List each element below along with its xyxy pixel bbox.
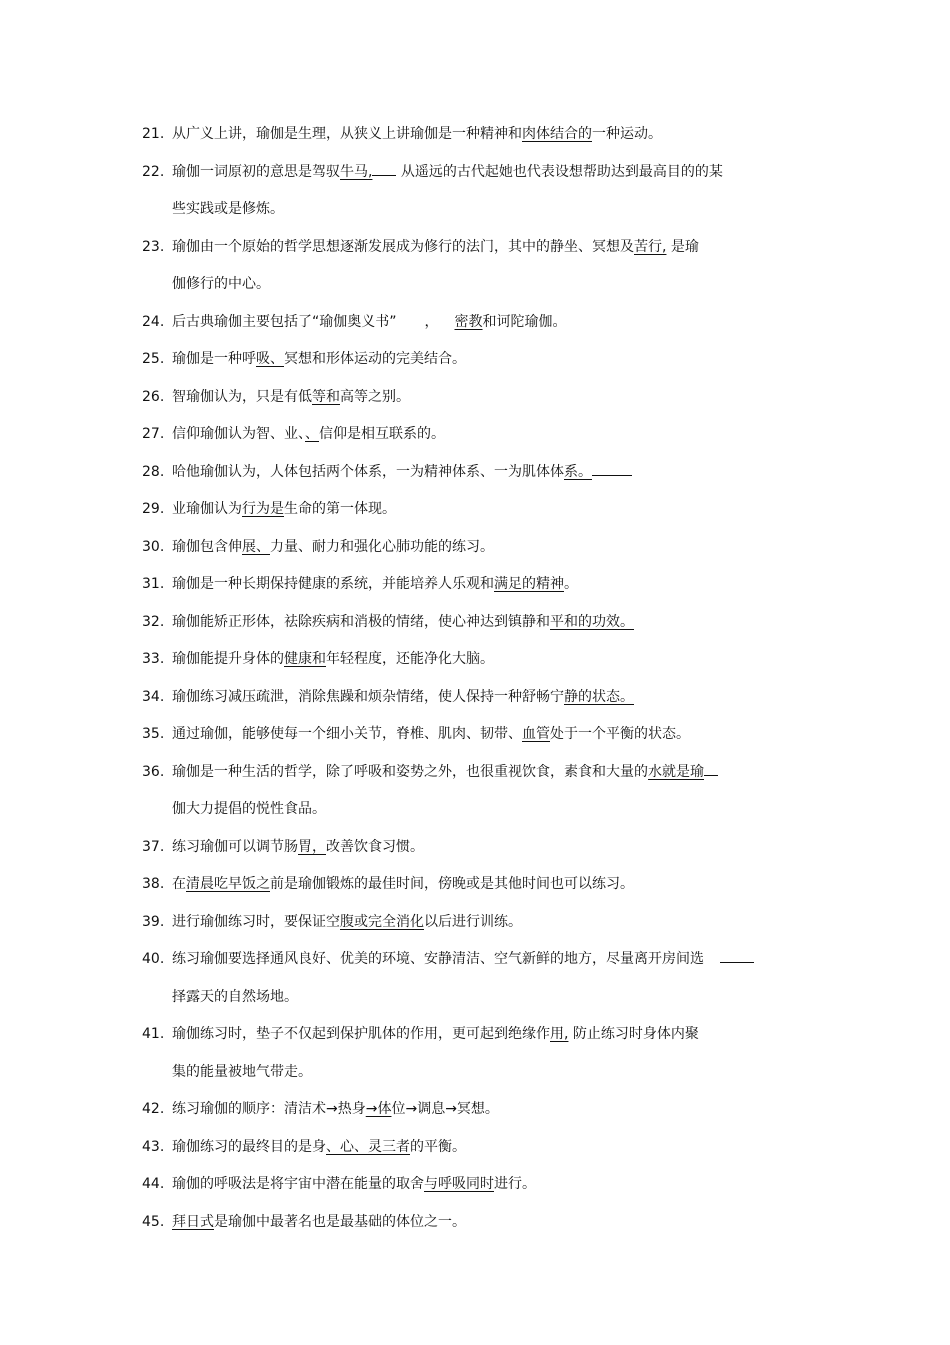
question-text: 防止练习时身体内聚 bbox=[568, 1026, 699, 1042]
question-text: 冥想和形体运动的完美结合。 bbox=[284, 351, 466, 367]
question-text: 集的能量被地气带走。 bbox=[172, 1063, 312, 1080]
question-item bbox=[142, 379, 802, 417]
underlined-answer: 清晨吃早饭之 bbox=[186, 876, 270, 892]
underlined-answer: 拜日式 bbox=[172, 1213, 214, 1230]
question-number: 36. bbox=[142, 763, 165, 780]
question-line bbox=[142, 904, 802, 942]
question-line bbox=[142, 716, 802, 754]
question-text: 从广义上讲，瑜伽是生理，从狭义上讲瑜伽是一种精神和 bbox=[172, 126, 522, 142]
question-continuation-line bbox=[142, 1054, 802, 1092]
question-text: 伽大力提倡的悦性食品。 bbox=[172, 801, 326, 817]
question-number: 43. bbox=[142, 1138, 165, 1155]
question-text: 是瑜伽中最著名也是最基础的体位之一。 bbox=[214, 1213, 466, 1230]
question-line bbox=[142, 529, 802, 567]
question-text: 哈他瑜伽认为，人体包括两个体系，一为精神体系、一为肌体体 bbox=[172, 463, 564, 480]
question-number: 42. bbox=[142, 1101, 165, 1117]
question-item bbox=[142, 454, 802, 492]
question-line bbox=[142, 679, 802, 717]
question-text: 进行。 bbox=[494, 1176, 536, 1192]
underlined-answer: 用, bbox=[550, 1026, 569, 1042]
question-line bbox=[142, 1129, 802, 1167]
question-text: 和诃陀瑜伽。 bbox=[482, 313, 567, 330]
question-number: 39. bbox=[142, 913, 165, 930]
question-item bbox=[142, 866, 802, 904]
question-number: 25. bbox=[142, 351, 165, 367]
question-line bbox=[142, 341, 802, 379]
question-text: 伽修行的中心。 bbox=[172, 276, 270, 292]
underlined-answer: 密教 bbox=[454, 313, 483, 330]
question-item bbox=[142, 641, 802, 679]
question-number: 32. bbox=[142, 613, 165, 630]
question-text: 在 bbox=[172, 876, 186, 892]
question-item bbox=[142, 1016, 802, 1091]
question-item bbox=[142, 1204, 802, 1242]
question-line bbox=[142, 941, 802, 979]
question-text: 信仰是相互联系的。 bbox=[319, 426, 445, 442]
question-text: 瑜伽的呼吸法是将宇宙中潜在能量的取舍 bbox=[172, 1176, 424, 1192]
underlined-answer: 牛马, bbox=[340, 163, 373, 180]
question-text: 生命的第一体现。 bbox=[284, 501, 396, 517]
question-line bbox=[142, 1166, 802, 1204]
question-text: 从遥远的古代起她也代表设想帮助达到最高目的的某 bbox=[396, 163, 723, 180]
question-line bbox=[142, 1204, 802, 1242]
question-text: 瑜伽一词原初的意思是驾驭 bbox=[172, 163, 340, 180]
question-text: 瑜伽包含伸 bbox=[172, 538, 242, 555]
question-text: 瑜伽由一个原始的哲学思想逐渐发展成为修行的法门，其中的静坐、冥想及 bbox=[172, 238, 634, 255]
question-item bbox=[142, 754, 802, 829]
question-line bbox=[142, 754, 802, 792]
question-text: 进行瑜伽练习时，要保证空 bbox=[172, 913, 340, 930]
question-line bbox=[142, 416, 802, 454]
underlined-answer: 水就是瑜 bbox=[648, 763, 704, 780]
question-item bbox=[142, 1091, 802, 1129]
question-number: 41. bbox=[142, 1026, 165, 1042]
question-line bbox=[142, 154, 802, 192]
question-line bbox=[142, 641, 802, 679]
question-text: 瑜伽练习的最终目的是身 bbox=[172, 1138, 326, 1155]
question-number: 27. bbox=[142, 426, 165, 442]
question-continuation-line bbox=[142, 791, 802, 829]
question-text: 改善饮食习惯。 bbox=[326, 838, 424, 855]
question-text: 瑜伽是一种呼 bbox=[172, 351, 256, 367]
question-line bbox=[142, 566, 802, 604]
question-item bbox=[142, 679, 802, 717]
question-line bbox=[142, 116, 802, 154]
question-line bbox=[142, 454, 802, 492]
question-number: 28. bbox=[142, 463, 165, 480]
underlined-answer: 苦行, bbox=[634, 238, 667, 255]
question-line bbox=[142, 304, 802, 342]
question-text: 些实践或是修炼。 bbox=[172, 201, 284, 217]
question-item bbox=[142, 1129, 802, 1167]
question-number: 30. bbox=[142, 538, 165, 555]
question-item bbox=[142, 904, 802, 942]
question-text: 瑜伽是一种生活的哲学，除了呼吸和姿势之外，也很重视饮食，素食和大量的 bbox=[172, 763, 648, 780]
question-text: 练习瑜伽可以调节肠 bbox=[172, 838, 298, 855]
underlined-answer: 静的状态。 bbox=[564, 688, 634, 705]
question-text: 一种运动。 bbox=[592, 126, 662, 142]
question-text: 高等之别。 bbox=[340, 388, 410, 405]
question-item bbox=[142, 341, 802, 379]
question-continuation-line bbox=[142, 266, 802, 304]
underlined-answer: 等和 bbox=[312, 388, 340, 405]
fill-blank bbox=[720, 950, 754, 963]
question-text: 处于一个平衡的状态。 bbox=[550, 726, 690, 742]
question-number: 23. bbox=[142, 238, 165, 255]
question-number: 34. bbox=[142, 688, 165, 705]
underlined-answer: 吸、 bbox=[256, 351, 284, 367]
question-line bbox=[142, 604, 802, 642]
question-text: 位→调息→冥想。 bbox=[391, 1101, 499, 1117]
question-item bbox=[142, 304, 802, 342]
question-item bbox=[142, 566, 802, 604]
question-line bbox=[142, 1091, 802, 1129]
question-line bbox=[142, 866, 802, 904]
question-number: 31. bbox=[142, 576, 165, 592]
question-text: 瑜伽能矫正形体，祛除疾病和消极的情绪，使心神达到镇静和 bbox=[172, 613, 550, 630]
underlined-answer: 平和的功效。 bbox=[550, 613, 634, 630]
question-number: 45. bbox=[142, 1213, 165, 1230]
question-text: 瑜伽能提升身体的 bbox=[172, 651, 284, 667]
question-continuation-line bbox=[142, 979, 802, 1017]
question-text: 以后进行训练。 bbox=[424, 913, 522, 930]
question-text: 练习瑜伽的顺序：清洁术→热身 bbox=[172, 1101, 366, 1117]
underlined-answer: 胃， bbox=[298, 838, 326, 855]
question-line bbox=[142, 1016, 802, 1054]
question-item bbox=[142, 529, 802, 567]
question-text: 年轻程度，还能净化大脑。 bbox=[326, 651, 494, 667]
question-item bbox=[142, 154, 802, 229]
question-item bbox=[142, 116, 802, 154]
question-item bbox=[142, 229, 802, 304]
underlined-answer: 与呼吸同时 bbox=[424, 1176, 494, 1192]
question-number: 33. bbox=[142, 651, 165, 667]
question-text: ， bbox=[424, 313, 439, 330]
question-text: 瑜伽练习时，垫子不仅起到保护肌体的作用，更可起到绝缘作 bbox=[172, 1026, 550, 1042]
question-number: 29. bbox=[142, 501, 165, 517]
question-item bbox=[142, 416, 802, 454]
question-line bbox=[142, 229, 802, 267]
question-number: 38. bbox=[142, 876, 165, 892]
underlined-answer: 系。 bbox=[564, 463, 592, 480]
underlined-answer: 、 bbox=[305, 426, 319, 442]
question-text: 后古典瑜伽主要包括了“瑜伽奥义书” bbox=[172, 313, 397, 330]
underlined-answer: 展、 bbox=[242, 538, 270, 555]
question-text: 智瑜伽认为，只是有低 bbox=[172, 388, 312, 405]
underlined-answer: 、心、灵三者 bbox=[326, 1138, 410, 1155]
question-number: 37. bbox=[142, 838, 165, 855]
question-text: 练习瑜伽要选择通风良好、优美的环境、安静清洁、空气新鲜的地方，尽量离开房间选 bbox=[172, 951, 704, 967]
question-text: 通过瑜伽，能够使每一个细小关节，脊椎、肌肉、韧带、 bbox=[172, 726, 522, 742]
question-number: 21. bbox=[142, 126, 165, 142]
question-item bbox=[142, 604, 802, 642]
underlined-answer: 行为是 bbox=[242, 501, 284, 517]
question-text: 前是瑜伽锻炼的最佳时间，傍晚或是其他时间也可以练习。 bbox=[270, 876, 634, 892]
question-continuation-line bbox=[142, 191, 802, 229]
question-number: 26. bbox=[142, 388, 165, 405]
question-number: 24. bbox=[142, 313, 165, 330]
fill-blank bbox=[704, 763, 718, 776]
underlined-answer: 血管 bbox=[522, 726, 550, 742]
question-line bbox=[142, 829, 802, 867]
question-item bbox=[142, 941, 802, 1016]
question-text: 。 bbox=[564, 576, 578, 592]
underlined-answer: 肉体结合的 bbox=[522, 126, 592, 142]
underlined-answer: 腹或完全消化 bbox=[340, 913, 424, 930]
question-line bbox=[142, 379, 802, 417]
question-text: 瑜伽练习减压疏泄，消除焦躁和烦杂情绪，使人保持一种舒畅宁 bbox=[172, 688, 564, 705]
fill-blank bbox=[592, 463, 632, 476]
underlined-answer: →体 bbox=[365, 1101, 392, 1117]
question-number: 35. bbox=[142, 726, 165, 742]
question-item bbox=[142, 1166, 802, 1204]
question-line bbox=[142, 491, 802, 529]
underlined-answer: 健康和 bbox=[284, 651, 326, 667]
question-text: 择露天的自然场地。 bbox=[172, 988, 298, 1005]
question-text: 信仰瑜伽认为智、业、 bbox=[172, 426, 305, 442]
question-text: 的平衡。 bbox=[410, 1138, 466, 1155]
underlined-answer: 满足的精神 bbox=[494, 576, 564, 592]
question-text: 业瑜伽认为 bbox=[172, 501, 242, 517]
question-number: 44. bbox=[142, 1176, 165, 1192]
question-text: 瑜伽是一种长期保持健康的系统，并能培养人乐观和 bbox=[172, 576, 494, 592]
question-text: 是瑜 bbox=[666, 238, 699, 255]
question-text: 力量、耐力和强化心肺功能的练习。 bbox=[270, 538, 494, 555]
question-number: 40. bbox=[142, 951, 165, 967]
fill-blank bbox=[372, 163, 396, 176]
question-item bbox=[142, 829, 802, 867]
question-item bbox=[142, 716, 802, 754]
question-item bbox=[142, 491, 802, 529]
question-number: 22. bbox=[142, 163, 165, 180]
